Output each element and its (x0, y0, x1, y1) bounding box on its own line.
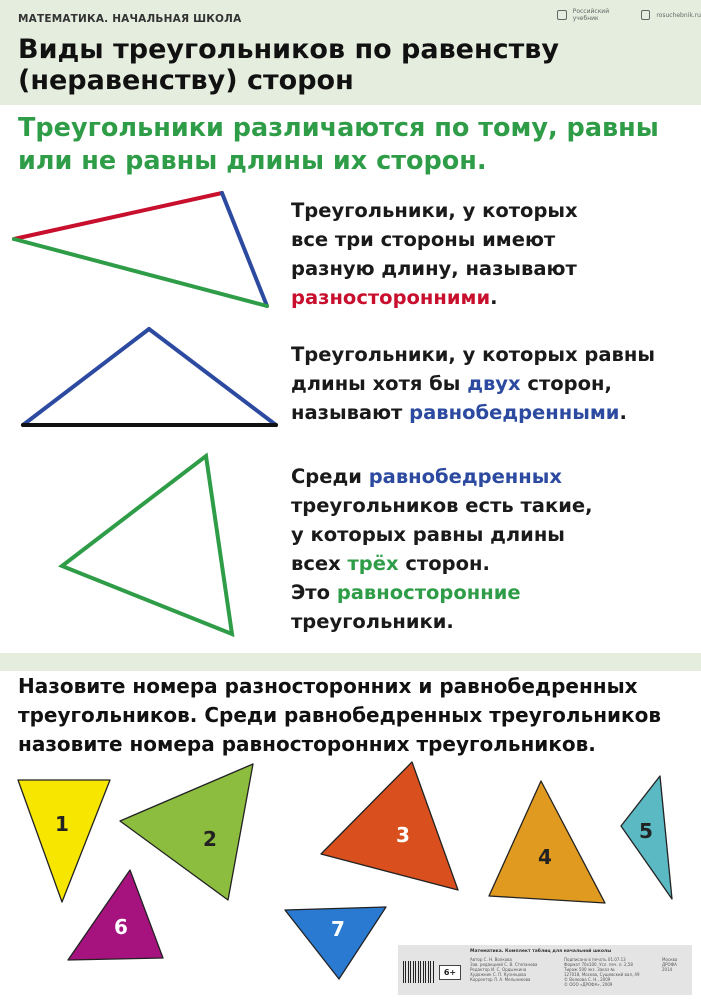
isosceles-line-2-post: сторон, (520, 372, 612, 395)
triangle-3-number: 3 (396, 823, 410, 847)
site-logo-text: rosuchebnik.ru (656, 11, 701, 19)
imprint-print-line: Формат 70х100. Усл. печ. л. 2,58 (564, 962, 633, 967)
imprint-credit-line: Зав. редакцией С. В. Степанова (470, 962, 538, 967)
question-line-3: назовите номера равносторонних треугольников. (18, 732, 596, 756)
page-title-line-2: (неравенству) сторон (18, 65, 354, 96)
imprint-credit-line: Редактор И. С. Ордынкина (470, 967, 527, 972)
scalene-term: разносторонними (291, 286, 491, 309)
equilateral-line-6: треугольники. (291, 610, 454, 633)
equilateral-triangle-example (62, 456, 232, 634)
imprint-publisher-name: ДРОФА (662, 962, 677, 967)
imprint-print-info (564, 957, 640, 987)
scalene-triangle-example (14, 193, 267, 306)
age-rating-badge: 6+ (439, 965, 461, 980)
triangle-2 (120, 764, 253, 900)
imprint-credit-line: Художник С. П. Кузнецова (470, 972, 527, 977)
exercise-question (18, 672, 698, 759)
scalene-line-3: разную длину, называют (291, 257, 577, 280)
question-line-2: треугольников. Среди равнобедренных треугольников (18, 703, 662, 727)
isosceles-two-term: двух (467, 372, 521, 395)
subtitle-line-2: или не равны длины их сторон. (18, 146, 487, 176)
imprint-city: Москва (662, 957, 678, 962)
triangle-1 (18, 780, 110, 902)
scalene-side-blue (222, 193, 267, 306)
imprint-year: 2014 (662, 967, 673, 972)
equilateral-outline (62, 456, 232, 634)
triangle-5-number: 5 (639, 819, 653, 843)
isosceles-line-3-pre: называют (291, 401, 410, 424)
triangle-4-number: 4 (538, 845, 552, 869)
imprint-credit-line: Корректор Л. А. Мельникова (470, 977, 531, 982)
equilateral-isosceles-term: равнобедренных (368, 465, 562, 488)
isosceles-term: равнобедренными (409, 401, 620, 424)
subtitle-line-1: Треугольники различаются по тому, равны (18, 113, 659, 143)
scalene-period: . (490, 286, 498, 309)
imprint-title: Математика. Комплект таблиц для начальной школы (470, 949, 612, 954)
isosceles-triangle-example (23, 329, 276, 425)
scalene-side-red (14, 193, 222, 239)
imprint-credits (470, 957, 537, 982)
imprint-publisher (662, 957, 677, 972)
equilateral-line-1-pre: Среди (291, 465, 369, 488)
triangle-1-number: 1 (55, 812, 69, 836)
scalene-side-green (14, 239, 267, 306)
isosceles-line-3-post: . (619, 401, 627, 424)
isosceles-line-2-pre: длины хотя бы (291, 372, 468, 395)
triangle-2-number: 2 (203, 827, 217, 851)
imprint-block (398, 945, 692, 995)
equilateral-line-2: треугольников есть такие, (291, 494, 593, 517)
triangle-6-number: 6 (114, 915, 128, 939)
publisher-logo-text: Российский учебник (572, 8, 610, 22)
barcode (403, 961, 435, 983)
equilateral-term: равносторонние (336, 581, 521, 604)
scalene-line-1: Треугольники, у которых (291, 199, 578, 222)
equilateral-line-4-pre: всех (291, 552, 348, 575)
imprint-print-line: Тираж 500 экз. Заказ № (564, 967, 615, 972)
imprint-print-line: 127018, Москва, Сущевский вал, 49 (564, 972, 640, 977)
question-line-1: Назовите номера разносторонних и равнобедренных (18, 674, 638, 698)
triangle-4 (489, 781, 605, 903)
scalene-line-2: все три стороны имеют (291, 228, 556, 251)
page-title-line-1: Виды треугольников по равенству (18, 34, 559, 65)
imprint-print-line: Подписано в печать 01.07.13 (564, 957, 626, 962)
isosceles-line-1: Треугольники, у которых равны (291, 343, 655, 366)
imprint-print-line: © Волкова С. Н., 2009 (564, 977, 611, 982)
isosceles-side-left (23, 329, 149, 425)
isosceles-side-right (149, 329, 276, 425)
equilateral-line-5-pre: Это (291, 581, 337, 604)
imprint-credit-line: Автор С. Н. Волкова (470, 957, 512, 962)
equilateral-line-3: у которых равны длины (291, 523, 565, 546)
triangle-3 (321, 762, 458, 890)
equilateral-three-term: трёх (347, 552, 399, 575)
equilateral-line-4-post: сторон. (398, 552, 490, 575)
triangle-7-number: 7 (331, 917, 345, 941)
imprint-print-line: © ООО «ДРОФА», 2009 (564, 982, 613, 987)
series-label: МАТЕМАТИКА. НАЧАЛЬНАЯ ШКОЛА (18, 13, 242, 25)
